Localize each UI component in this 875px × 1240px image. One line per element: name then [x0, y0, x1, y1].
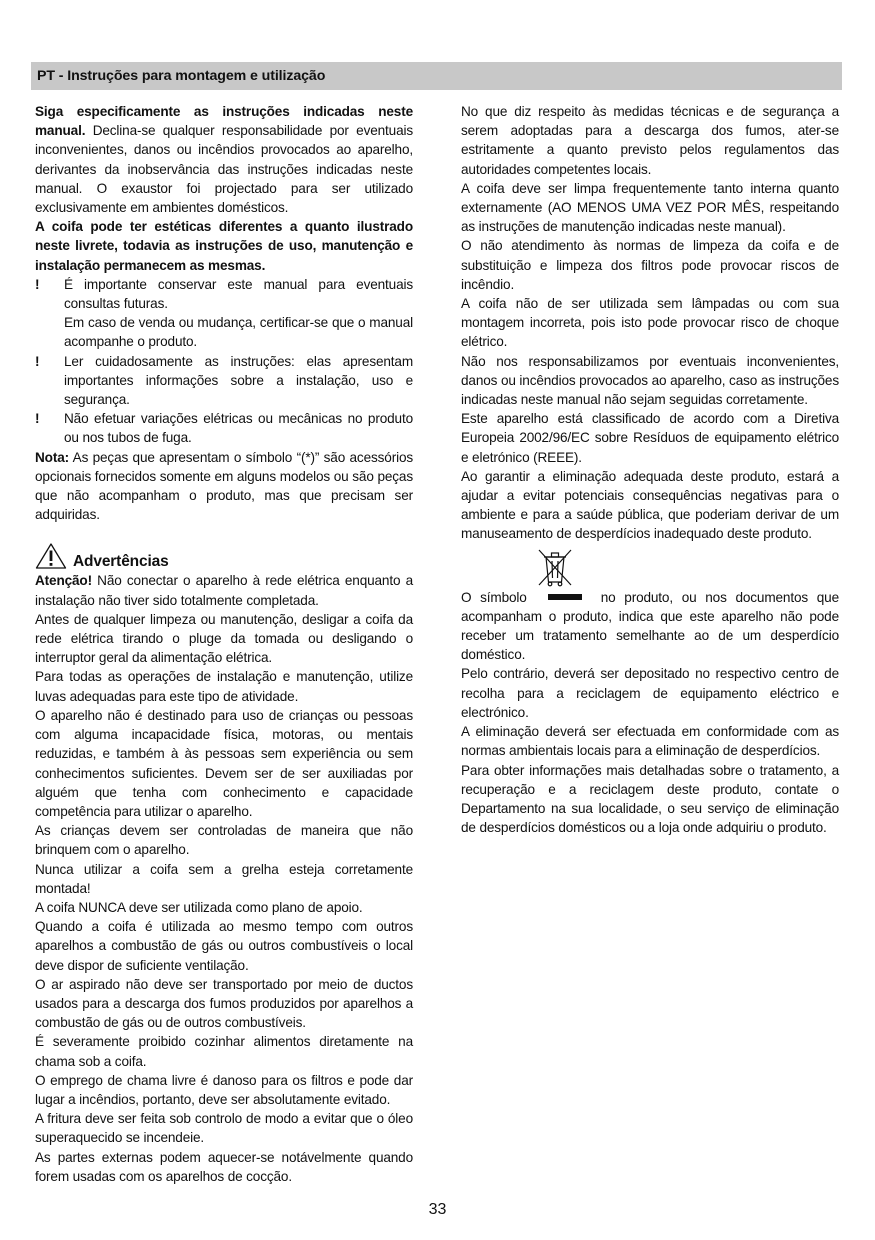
body-paragraph: O ar aspirado não deve ser transportado por meio de ductos usados para a descarga dos fumos produzidos por aparelhos a combustão de gás ou de outros combustíveis. — [35, 976, 413, 1031]
attention-paragraph: Atenção! Não conectar o aparelho à rede elétrica enquanto a instalação não tiver sido totalmente completada. — [35, 573, 413, 608]
exclamation-mark: ! — [35, 411, 40, 427]
body-paragraph: O emprego de chama livre é danoso para os filtros e pode dar lugar a incêndios, portanto, deve ser absolutamente evitado. — [35, 1072, 413, 1107]
weee-symbol-area — [461, 544, 839, 588]
body-paragraph: Pelo contrário, deverá ser depositado no respectivo centro de recolha para a reciclagem de equipamento eléctrico e electrónico. — [461, 666, 839, 720]
bullet-item: ! Ler cuidadosamente as instruções: elas apresentam importantes informações sobre a instalação, uso e segurança. — [35, 353, 413, 408]
section-header-bar — [31, 62, 842, 90]
body-paragraph: Quando a coifa é utilizada ao mesmo tempo com outros aparelhos a combustão de gás ou outros combustíveis o local deve dispor de suficiente ventilação. — [35, 919, 413, 973]
body-paragraph: A eliminação deverá ser efectuada em conformidade com as normas ambientais locais para a eliminação de desperdícios. — [461, 724, 839, 759]
nota-paragraph: Nota: As peças que apresentam o símbolo “(*)” são acessórios opcionais fornecidos somente em alguns modelos ou são peças que não acompanham o produto, mas que precisam ser adquiridas. — [35, 449, 413, 523]
crossed-out-bin-icon — [536, 547, 574, 587]
exclamation-mark: ! — [35, 276, 40, 292]
symbol-bar-icon — [548, 594, 582, 600]
page-number: 33 — [428, 1201, 447, 1218]
exclamation-mark: ! — [35, 353, 40, 369]
body-paragraph: Antes de qualquer limpeza ou manutenção, desligar a coifa da rede elétrica tirando o pluge da tomada ou desligando o interruptor geral da alimentação elétrica. — [35, 611, 413, 666]
body-paragraph: A coifa NUNCA deve ser utilizada como plano de apoio. — [35, 899, 363, 915]
body-paragraph: A coifa deve ser limpa frequentemente tanto interna quanto externamente (AO MENOS UMA VEZ POR MÊS, respeitando as instruções de manutenção indicadas neste manual). — [461, 180, 839, 235]
body-paragraph: Para todas as operações de instalação e manutenção, utilize luvas adequadas para este tipo de atividade. — [35, 669, 413, 704]
aesthetics-note: A coifa pode ter estéticas diferentes a quanto ilustrado neste livrete, todavia as instruções de uso, manutenção e instalação permanecem as mesmas. — [35, 219, 413, 273]
warning-triangle-icon — [35, 542, 67, 570]
warnings-title: Advertências — [73, 552, 169, 570]
body-paragraph: No que diz respeito às medidas técnicas e de segurança a serem adoptadas para a descarga dos fumos, ater-se estritamente a quanto previsto pelos regulamentos das autoridades competentes locais. — [461, 104, 839, 177]
body-paragraph: Para obter informações mais detalhadas sobre o tratamento, a recuperação e a reciclagem deste produto, contate o Departamento na sua localidade, o seu serviço de eliminação de desperdícios domésticos ou a loja onde adquiriu o produto. — [461, 762, 839, 836]
intro-text: Declina-se qualquer responsabilidade por eventuais inconvenientes, danos ou incêndios provocados ao aparelho, derivantes da inobservância das instruções indicadas neste manual. O exaustor foi projectado para ser utilizado exclusivamente em ambientes domésticos. — [35, 123, 413, 216]
page-title: PT - Instruções para montagem e utilização — [37, 68, 326, 84]
warnings-heading — [35, 542, 413, 570]
body-paragraph: É severamente proibido cozinhar alimentos diretamente na chama sob a coifa. — [35, 1034, 413, 1069]
body-paragraph: O não atendimento às normas de limpeza da coifa e de substituição e limpeza dos filtros pode provocar riscos de incêndio. — [461, 238, 839, 292]
intro-paragraph — [35, 102, 413, 217]
body-paragraph: As partes externas podem aquecer-se notávelmente quando forem usadas com os aparelhos de cocção. — [35, 1149, 413, 1184]
attention-label: Atenção! — [35, 573, 92, 589]
body-paragraph: A coifa não de ser utilizada sem lâmpadas ou com sua montagem incorreta, pois isto pode provocar risco de choque elétrico. — [461, 296, 839, 350]
left-column — [35, 102, 413, 1186]
bullet-item: ! É importante conservar este manual para eventuais consultas futuras. Em caso de venda ou mudança, certificar-se que o manual acompanhe o produto. — [35, 276, 413, 350]
symbol-paragraph: O símbolo no produto, ou nos documentos que acompanham o produto, indica que este aparelho não pode receber um tratamento semelhante ao de um desperdício doméstico. — [461, 589, 839, 663]
body-paragraph: Ao garantir a eliminação adequada deste produto, estará a ajudar a evitar potenciais consequências negativas para o ambiente e para a saúde pública, que poderiam derivar de um manuseamento de desperdícios inadequado deste produto. — [461, 468, 839, 542]
intro-bold: Siga especificamente as instruções indicadas neste manual. — [35, 104, 413, 139]
bullet-item: ! Não efetuar variações elétricas ou mecânicas no produto ou nos tubos de fuga. — [35, 411, 413, 446]
body-paragraph: A fritura deve ser feita sob controlo de modo a evitar que o óleo superaquecido se incendeie. — [35, 1111, 413, 1146]
body-paragraph: Não nos responsabilizamos por eventuais inconvenientes, danos ou incêndios provocados ao aparelho, caso as instruções indicadas neste manual não sejam seguidas corretamente. — [461, 353, 839, 408]
body-paragraph: Este aparelho está classificado de acordo com a Diretiva Europeia 2002/96/EC sobre Resíduos de equipamento elétrico e eletrónico (REEE). — [461, 411, 839, 465]
body-paragraph: O aparelho não é destinado para uso de crianças ou pessoas com alguma incapacidade física, motoras, ou mentais reduzidas, e também à às pessoas sem experiência ou sem conhecimentos suficientes. Devem ser de ser auxiliadas por alguém que tenha com conhecimento e capacidade competência para utilizar o aparelho. — [35, 707, 413, 819]
nota-label: Nota: — [35, 449, 69, 465]
body-paragraph: Nunca utilizar a coifa sem a grelha esteja corretamente montada! — [35, 861, 413, 896]
right-column — [461, 102, 839, 837]
body-paragraph: As crianças devem ser controladas de maneira que não brinquem com o aparelho. — [35, 823, 413, 858]
